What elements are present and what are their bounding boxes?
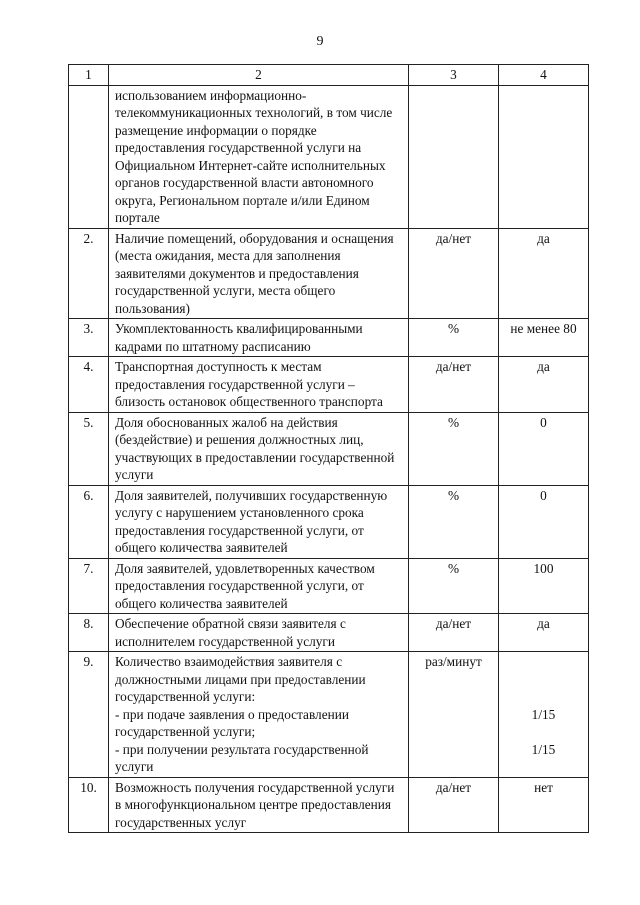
row-unit: % bbox=[409, 485, 499, 558]
indicators-table bbox=[68, 64, 589, 833]
table-row bbox=[69, 614, 589, 652]
row-description: Возможность получения государственной услуги в многофункциональном центре предоставления государственных услуг bbox=[109, 777, 409, 833]
row-description-item: - при подаче заявления о предоставлении государственной услуги; bbox=[115, 706, 349, 739]
row-value: 100 bbox=[499, 558, 589, 614]
table-row bbox=[69, 485, 589, 558]
row-number bbox=[69, 85, 109, 228]
row-value bbox=[499, 85, 589, 228]
row-number: 9. bbox=[69, 652, 109, 778]
header-cell: 1 bbox=[69, 65, 109, 86]
row-unit: да/нет bbox=[409, 614, 499, 652]
row-description: Доля обоснованных жалоб на действия (бездействие) и решения должностных лиц, участвующих в предоставлении государственной услуги bbox=[109, 412, 409, 485]
row-description: Наличие помещений, оборудования и оснащения (места ожидания, места для заполнения заявителями документов и предоставления государственной услуги, места общего пользования) bbox=[109, 228, 409, 319]
row-value: да bbox=[499, 357, 589, 413]
row-description-item: - при получении результата государственной услуги bbox=[115, 741, 369, 774]
row-description-intro: Количество взаимодействия заявителя с должностными лицами при предоставлении государственной услуги: bbox=[115, 654, 366, 704]
row-value: нет bbox=[499, 777, 589, 833]
row-value: не менее 80 bbox=[499, 319, 589, 357]
row-unit: % bbox=[409, 319, 499, 357]
row-unit: да/нет bbox=[409, 357, 499, 413]
row-unit: % bbox=[409, 558, 499, 614]
row-value: 0 bbox=[499, 412, 589, 485]
page-number: 9 bbox=[316, 34, 324, 49]
row-number: 8. bbox=[69, 614, 109, 652]
row-description: Транспортная доступность к местам предоставления государственной услуги – близость остановок общественного транспорта bbox=[109, 357, 409, 413]
row-number: 10. bbox=[69, 777, 109, 833]
header-cell: 2 bbox=[109, 65, 409, 86]
spacer bbox=[505, 653, 582, 706]
row-value: да bbox=[499, 228, 589, 319]
row-number: 6. bbox=[69, 485, 109, 558]
header-cell: 3 bbox=[409, 65, 499, 86]
row-description: Укомплектованность квалифицированными кадрами по штатному расписанию bbox=[109, 319, 409, 357]
table-header-row bbox=[69, 65, 589, 86]
table-row bbox=[69, 319, 589, 357]
row-value: 0 bbox=[499, 485, 589, 558]
table-row bbox=[69, 558, 589, 614]
table-row bbox=[69, 228, 589, 319]
spacer bbox=[505, 724, 582, 741]
row-unit: % bbox=[409, 412, 499, 485]
row-description: Обеспечение обратной связи заявителя с исполнителем государственной услуги bbox=[109, 614, 409, 652]
row-number: 4. bbox=[69, 357, 109, 413]
header-cell: 4 bbox=[499, 65, 589, 86]
row-description: использованием информационно-телекоммуникационных технологий, в том числе размещение информации о порядке предоставления государственной услуги на Официальном Интернет-сайте исполнительных органов государственной власти автономного округа, Региональном портале и/или Едином портале bbox=[109, 85, 409, 228]
row-number: 7. bbox=[69, 558, 109, 614]
row-value: 1/15 bbox=[531, 707, 556, 722]
table-row bbox=[69, 777, 589, 833]
row-description: Доля заявителей, удовлетворенных качеством предоставления государственной услуги, от общего количества заявителей bbox=[109, 558, 409, 614]
table-row bbox=[69, 652, 589, 778]
row-number: 3. bbox=[69, 319, 109, 357]
row-unit: раз/минут bbox=[409, 652, 499, 778]
row-value: 1/15 bbox=[531, 741, 556, 757]
row-number: 5. bbox=[69, 412, 109, 485]
row-value-cell bbox=[499, 652, 589, 778]
table-row bbox=[69, 357, 589, 413]
row-unit bbox=[409, 85, 499, 228]
table-row bbox=[69, 412, 589, 485]
row-unit: да/нет bbox=[409, 777, 499, 833]
row-description: Доля заявителей, получивших государственную услугу с нарушением установленного срока предоставления государственной услуги, от общего количества заявителей bbox=[109, 485, 409, 558]
row-description bbox=[109, 652, 409, 778]
row-number: 2. bbox=[69, 228, 109, 319]
table-row bbox=[69, 85, 589, 228]
row-value: да bbox=[499, 614, 589, 652]
row-unit: да/нет bbox=[409, 228, 499, 319]
